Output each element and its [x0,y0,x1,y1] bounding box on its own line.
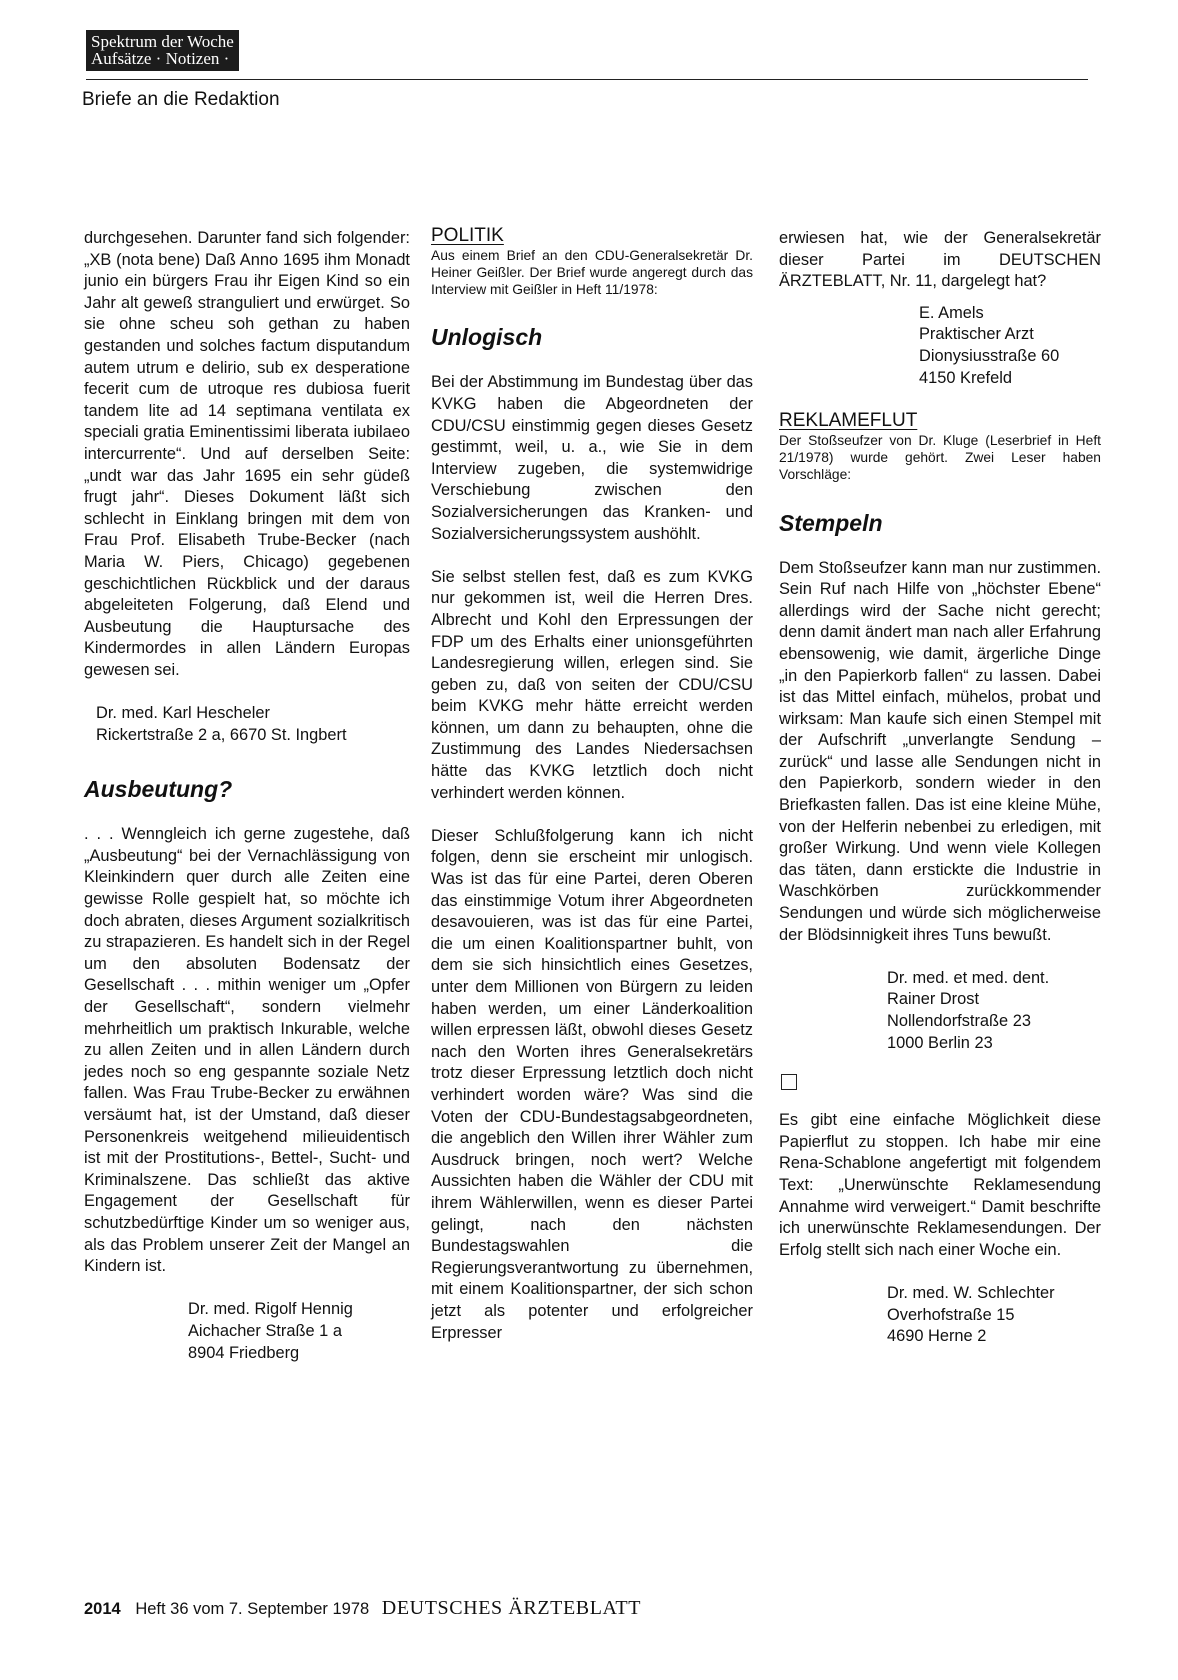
signature-city: 8904 Friedberg [188,1343,300,1362]
signature-address: Aichacher Straße 1 a [188,1321,342,1340]
signature-address: Nollendorfstraße 23 [887,1012,1031,1031]
letter-text: Dieser Schlußfolgerung kann ich nicht folgen, denn sie erscheint mir unlogisch. Was ist das für eine Partei, deren Oberen das einstimmige Votum ihrer Abgeordneten desavouieren, was ist das für eine Partei, die um einen Koalitionspartner buhlt, von dem sie sich hinsichtlich eines Gesetzes, unter dem Millionen von Bürgern zu leiden haben werden, um einer Länderkoalition willen erpressen läßt, obwohl dieses Gesetz nach den Worten ihres Generalsekretärs trotz dieser Erpressung letztlich doch nicht verhindert worden wäre? Was sind die Voten der CDU-Bundestagsabgeordneten, die angeblich den Willen ihrer Wähler zum Ausdruck bringen, noch wert? Welche Aussichten haben die Wähler der CDU mit ihrem Wählerwillen, wenn es dieser Partei gelingt, nach den nächsten Bundestagswahlen die Regierungsverantwortung zu übernehmen, mit einem Koalitionspartner, der sich schon jetzt als potenter und erfolgreicher Erpresser [431,826,753,1342]
magazine-title: DEUTSCHES ÄRZTEBLATT [381,1597,642,1619]
signature-name: Dr. med. W. Schlechter [887,1283,1055,1302]
letter-signature [887,1283,1101,1348]
letter-text: Bei der Abstimmung im Bundestag über das KVKG haben die Abgeordneten der CDU/CSU einstimmig gegen dieses Gesetz gestimmt, weil, u. a., wie Sie in dem Interview zugeben, die systemwidrige Verschiebung zwischen den Sozialversicherungen das Kranken- und Sozialversicherungssystem aushöhlt. [431,373,753,543]
signature-name: Dr. med. Karl Hescheler [96,704,270,723]
section-heading: POLITIK [431,225,504,246]
separator-box-icon [781,1074,797,1090]
signature-address: Overhofstraße 15 [887,1305,1015,1324]
page-subtitle: Briefe an die Redaktion [82,89,280,110]
signature-city: 4150 Krefeld [919,368,1012,387]
letter-signature [188,1299,410,1364]
article-heading: Unlogisch [431,324,543,351]
signature-name: Dr. med. Rigolf Hennig [188,1300,353,1319]
article-heading: Stempeln [779,509,883,536]
signature-city: 4690 Herne 2 [887,1327,987,1346]
issue-info: Heft 36 vom 7. September 1978 [135,1600,370,1618]
signature-address: Rickertstraße 2 a, 6670 St. Ingbert [96,725,347,744]
page-number: 2014 [84,1600,121,1618]
signature-name: E. Amels [919,303,984,322]
letter-signature [919,303,1101,389]
letter-text: Sie selbst stellen fest, daß es zum KVKG nur gekommen ist, weil die Herren Dres. Albrecht und Kohl den Erpressungen der FDP um des Erhalts einer unionsgeführten Landesregierung willen, erlegen sind. Sie geben zu, daß von seiten der CDU/CSU beim KVKG mehr hätte erreicht werden können, um dann zu behaupten, ohne die Zustimmung des Landes Niedersachsen hätte das KVKG letztlich doch nicht verhindert werden können. [431,567,753,802]
signature-title: Praktischer Arzt [919,325,1034,344]
page-footer [84,1597,641,1620]
header-rule [86,79,1088,80]
section-label-line2: Aufsätze · Notizen · [91,49,230,68]
letter-text: . . . Wenngleich ich gerne zugestehe, daß „Ausbeutung“ bei der Vernachlässigung von Kleinkindern quer durch alle Zeiten eine gewisse Rolle gespielt hat, so möchte ich doch abraten, dieses Argument sozialkritisch zu strapazieren. Es handelt sich in der Regel um den absoluten Bodensatz der Gesellschaft . . . mithin weniger um „Opfer der Gesellschaft“, sondern vielmehr mehrheitlich um praktisch Inkurable, welche zu allen Zeiten und in allen Ländern durch jedes noch so eng gespannte soziale Netz fallen. Was Frau Trube-Becker zu erwähnen versäumt hat, ist der Umstand, daß dieser Personenkreis weitgehend milieuidentisch ist mit der Prostitutions-, Bettel-, Sucht- und Kriminalszene. Das schließt das aktive Engagement der Gesellschaft für schutzbedürftige Kinder um so weniger aus, als das Problem unserer Zeit der Mangel an Kindern ist. [84,825,410,1276]
letter-text: durchgesehen. Darunter fand sich folgender: „XB (nota bene) Daß Anno 1695 ihm Monadt junio ein bürgers Frau ihr Eigen Kind so ein Jahr alt geweß stranguliert und erwürget. So sie ohne scheu soh gethan zu haben gestanden und solches factum disputandum autem utrum e delirio, sub ex desperatione fecerit cum de utroque res dubiosa fuerit tandem lite ad 14 septimana ventilata ex speciali gratia Eminentissimi liberata iubilaeo intercurrente“. Und auf derselben Seite: „undt war das Jahr 1695 ein sehr güdeß frugt jahr“. Dieses Dokument läßt sich schlecht in Einklang bringen mit dem von Frau Prof. Elisabeth Trube-Becker (nach Maria W. Piers, Chicago) gegebenen geschichtlichen Rückblick und der daraus abgeleiteten Folgerung, daß Elend und Ausbeutung die Hauptursache des Kindermordes in allen Ländern Europas gewesen sei. [84,229,410,679]
column-1 [84,228,410,1364]
signature-name: Dr. med. et med. dent. [887,968,1050,987]
section-label [86,30,239,71]
column-3 [779,228,1101,1348]
signature-address: Dionysiusstraße 60 [919,346,1060,365]
letter-signature [96,703,410,746]
article-heading: Ausbeutung? [84,776,233,803]
signature-name-2: Rainer Drost [887,990,979,1009]
editor-intro: Aus einem Brief an den CDU-Generalsekretär Dr. Heiner Geißler. Der Brief wurde angeregt durch das Interview mit Geißler in Heft 11/1978: [431,248,753,297]
section-heading: REKLAMEFLUT [779,410,918,432]
section-label-line1: Spektrum der Woche [91,32,234,51]
letter-text: erwiesen hat, wie der Generalsekretär dieser Partei im DEUTSCHEN ÄRZTEBLATT, Nr. 11, dargelegt hat? [779,229,1101,291]
signature-city: 1000 Berlin 23 [887,1033,993,1052]
editor-intro: Der Stoßseufzer von Dr. Kluge (Leserbrief in Heft 21/1978) wurde gehört. Zwei Leser haben Vorschläge: [779,433,1101,482]
letter-text: Dem Stoßseufzer kann man nur zustimmen. Sein Ruf nach Hilfe von „höchster Ebene“ allerdings wird der Sache nicht gerecht; denn damit ändert man nach aller Erfahrung ebensowenig, wie damit, ärgerliche Dinge „in den Papierkorb fallen“ zu lassen. Dabei ist das Mittel einfach, mühelos, probat und wirksam: Man kaufe sich einen Stempel mit der Aufschrift „unverlangte Sendung – zurück“ und lasse alle Sendungen nicht in den Papierkorb, sondern wieder in den Briefkasten fallen. Das ist eine kleine Mühe, von der Helferin nebenbei zu erledigen, mit großer Wirkung. Und wenn viele Kollegen das täten, dann erstickte die Industrie in Waschkörben zurückkommender Sendungen und würde sich möglicherweise der Blödsinnigkeit ihres Tuns bewußt. [779,558,1101,944]
column-2 [431,225,753,1344]
letter-signature [887,968,1101,1054]
letter-text: Es gibt eine einfache Möglichkeit diese Papierflut zu stoppen. Ich habe mir eine Rena-Schablone angefertigt mit folgendem Text: „Unerwünschte Reklamesendung Annahme wird verweigert.“ Damit beschrifte ich unerwünschte Reklamesendungen. Der Erfolg stellt sich nach einer Woche ein. [779,1111,1101,1259]
